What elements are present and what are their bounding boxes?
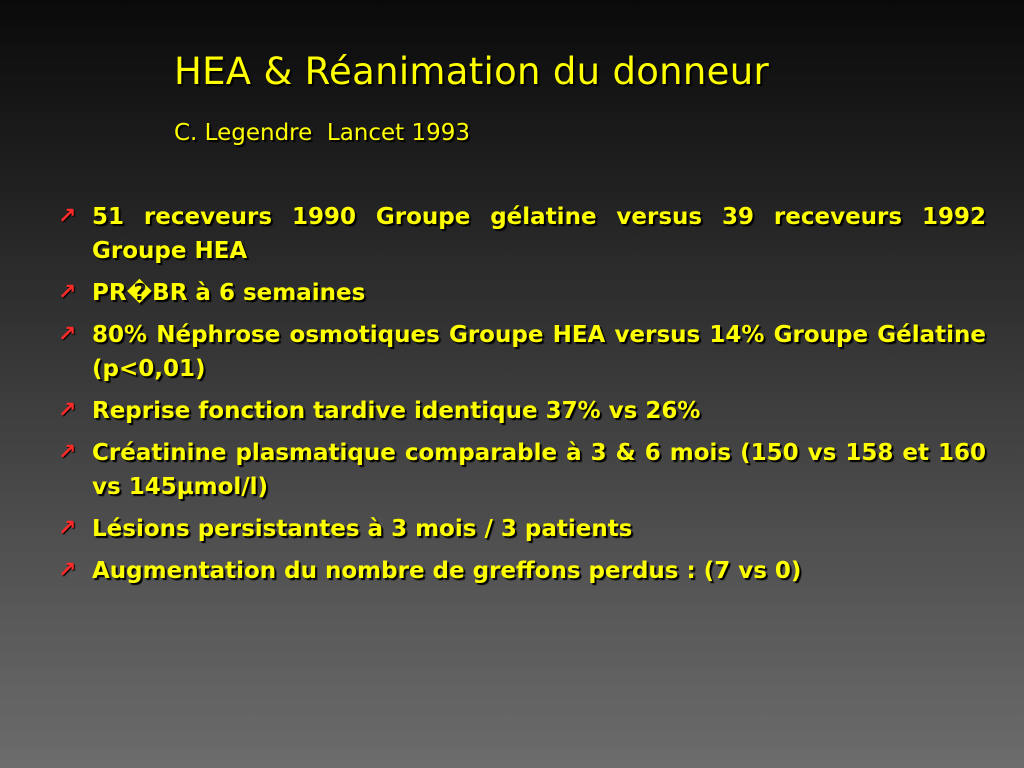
arrow-up-right-icon: ↗ [58, 516, 77, 541]
bullet-item [56, 512, 986, 546]
slide-title: HEA & Réanimation du donneur [174, 50, 769, 93]
arrow-up-right-icon: ↗ [58, 280, 77, 305]
bullet-item [56, 318, 986, 386]
bullet-item [56, 276, 986, 310]
bullet-item [56, 394, 986, 428]
bullet-item [56, 436, 986, 504]
bullet-item [56, 200, 986, 268]
slide-subtitle: C. Legendre Lancet 1993 [174, 120, 471, 146]
bullet-text: 51 receveurs 1990 Groupe gélatine versus 39 receveurs 1992 Groupe HEA [92, 204, 986, 264]
bullet-text: Augmentation du nombre de greffons perdus : (7 vs 0) [92, 558, 802, 584]
arrow-up-right-icon: ↗ [58, 398, 77, 423]
arrow-up-right-icon: ↗ [58, 204, 77, 229]
bullet-text: Créatinine plasmatique comparable à 3 & 6 mois (150 vs 158 et 160 vs 145µmol/l) [92, 440, 986, 500]
bullet-text: PR�BR à 6 semaines [92, 280, 366, 306]
bullet-text: Lésions persistantes à 3 mois / 3 patients [92, 516, 633, 542]
bullet-list [56, 200, 986, 596]
bullet-item [56, 554, 986, 588]
arrow-up-right-icon: ↗ [58, 322, 77, 347]
arrow-up-right-icon: ↗ [58, 440, 77, 465]
bullet-text: 80% Néphrose osmotiques Groupe HEA versus 14% Groupe Gélatine (p<0,01) [92, 322, 986, 382]
bullet-text: Reprise fonction tardive identique 37% vs 26% [92, 398, 701, 424]
arrow-up-right-icon: ↗ [58, 558, 77, 583]
